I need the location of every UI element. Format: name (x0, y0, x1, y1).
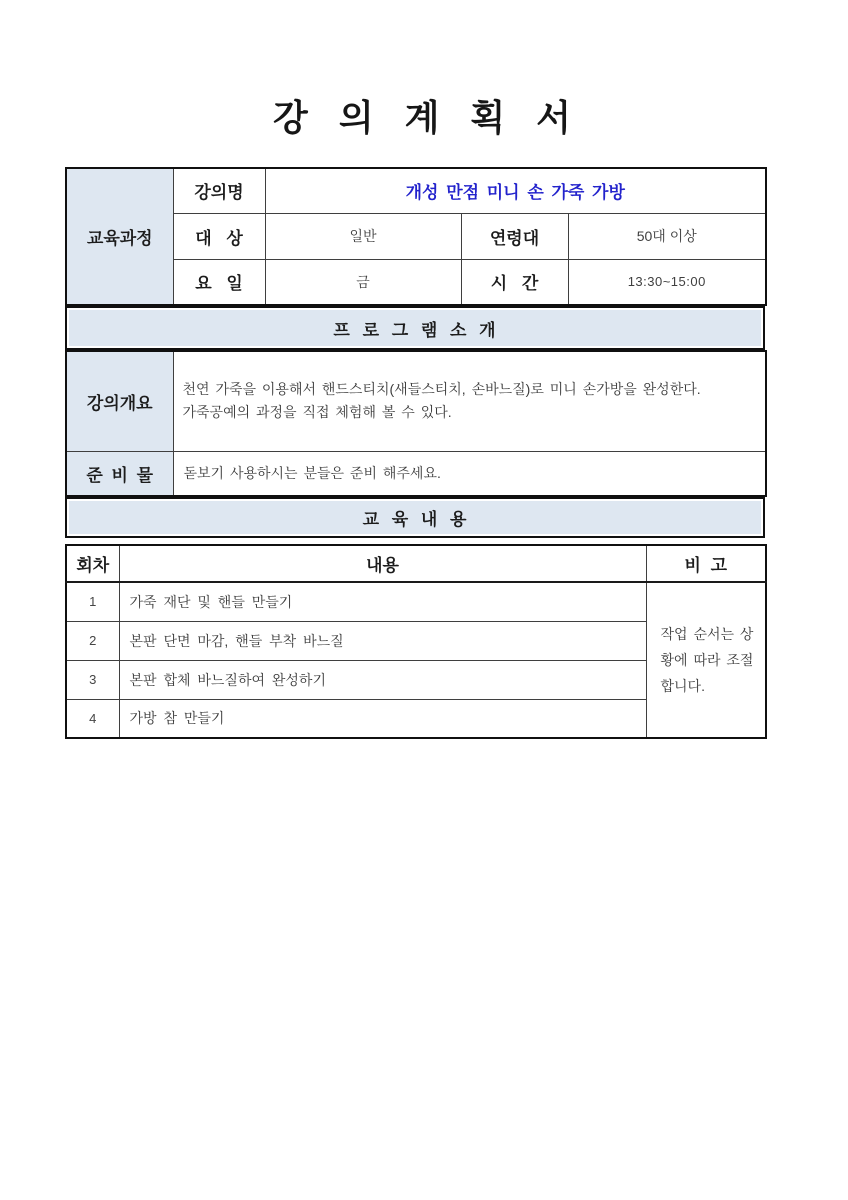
sessions-col-note: 비 고 (646, 545, 766, 582)
session-no: 3 (66, 660, 119, 699)
sessions-note: 작업 순서는 상황에 따라 조절합니다. (646, 582, 766, 738)
session-content: 가방 참 만들기 (119, 699, 646, 738)
session-no: 1 (66, 582, 119, 621)
course-name-value: 개성 만점 미니 손 가죽 가방 (265, 168, 766, 213)
overview-text (173, 351, 766, 451)
session-row (66, 582, 766, 621)
overview-line1: 천연 가죽을 이용해서 핸드스티치(새들스티치, 손바느질)로 미니 손가방을 완성한다. (182, 381, 701, 398)
day-value: 금 (265, 259, 461, 305)
target-label: 대 상 (173, 213, 265, 259)
session-content: 본판 합체 바느질하여 완성하기 (119, 660, 646, 699)
time-label: 시 간 (461, 259, 568, 305)
overview-table (65, 350, 767, 497)
materials-label: 준 비 물 (66, 451, 173, 496)
course-section-label: 교육과정 (66, 168, 173, 305)
program-intro-banner: 프 로 그 램 소 개 (65, 306, 765, 350)
age-value: 50대 이상 (568, 213, 766, 259)
session-content: 본판 단면 마감, 핸들 부착 바느질 (119, 621, 646, 660)
age-label: 연령대 (461, 213, 568, 259)
education-content-banner: 교 육 내 용 (65, 497, 765, 538)
sessions-col-no: 회차 (66, 545, 119, 582)
sessions-table (65, 544, 767, 739)
course-name-label: 강의명 (173, 168, 265, 213)
sessions-col-content: 내용 (119, 545, 646, 582)
overview-line2: 가죽공예의 과정을 직접 체험해 볼 수 있다. (182, 404, 452, 421)
session-content: 가죽 재단 및 핸들 만들기 (119, 582, 646, 621)
materials-text: 돋보기 사용하시는 분들은 준비 해주세요. (173, 451, 766, 496)
time-value: 13:30~15:00 (568, 259, 766, 305)
target-value: 일반 (265, 213, 461, 259)
session-no: 2 (66, 621, 119, 660)
session-no: 4 (66, 699, 119, 738)
day-label: 요 일 (173, 259, 265, 305)
document-title: 강 의 계 획 서 (273, 98, 575, 138)
course-info-table (65, 167, 767, 306)
overview-label: 강의개요 (66, 351, 173, 451)
